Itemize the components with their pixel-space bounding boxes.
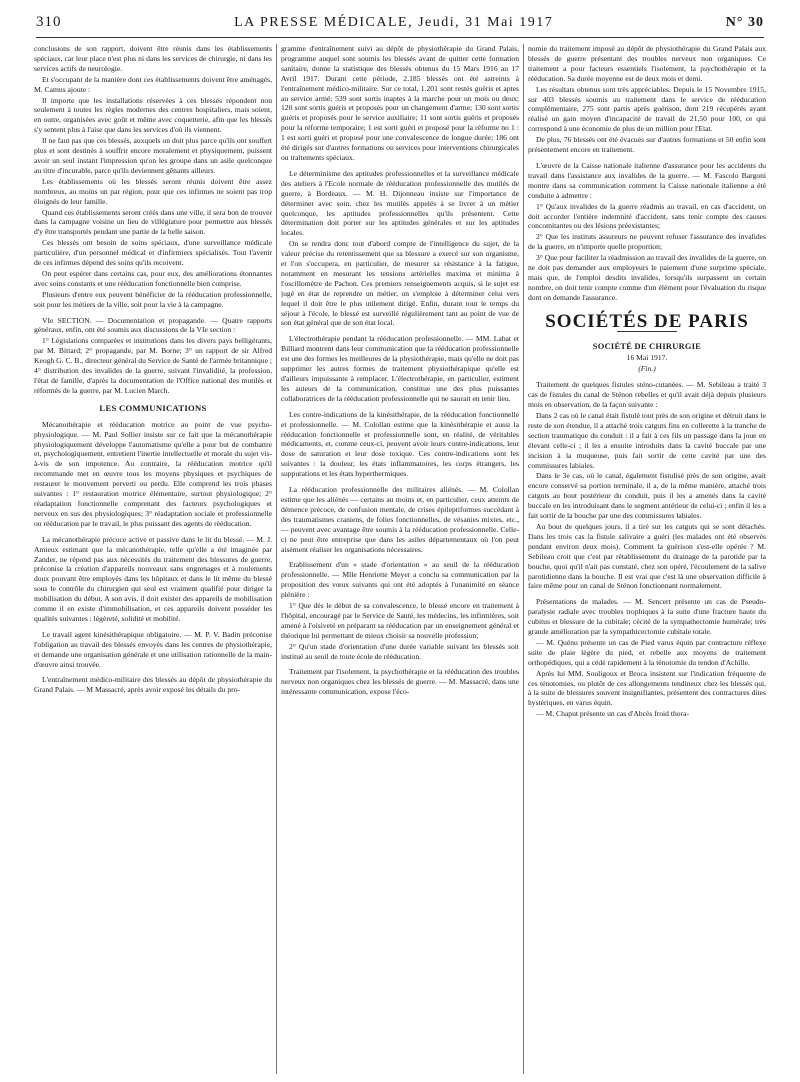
fin-label: (Fin.): [638, 364, 656, 374]
communication-meyer: Etablissement d'un « stade d'orientation » au seuil de la rééducation professionnelle. — Mlle Henriette Meyer a conclu sa communication par la proposition des vœux suivants qui ont été adoptés à l'unanimité en séance plénière :: [281, 560, 519, 600]
paragraph: Dans 2 cas où le canal était fistulé tout près de son origine et détruit dans le reste de son étendue, il a attaché trois catguts fins en collerette à la tranche de section traumatique du conduit : il a fait à ces fils un passage dans la joue en élevant celle-ci ; il les a ensuite introduits dans la cavité buccale par une incision à la muqueuse, puis fait sortir de cette cavité par une des commissures labiales.: [528, 411, 766, 470]
paragraph: Quand ces établissements seront créés dans une ville, il sera bon de trouver dans la campagne voisine un lieu de villégiature pour permettre aux blessés d'y être transportés pendant une partie de la belle saison.: [34, 207, 272, 237]
issue-number: N° 30: [725, 15, 764, 30]
communication-bargoni: L'œuvre de la Caisse nationale italienne d'assurance pour les accidents du travail dans l'assistance aux invalides de la guerre. — M. Fascolo Bargoni montre dans sa communication comment la Caisse nationale italienne a été conduite à admettre :: [528, 160, 766, 200]
paragraph: 2° Qu'un stade d'orientation d'une durée variable suivant les blessés soit institué au seuil de toute école de rééducation.: [281, 641, 519, 661]
paragraph: Il importe que les installations réservées à ces blessés répondent non seulement à toutes les règles modernes des centres hospitaliers, mais soient, en outre, organisées avec goût et même avec coquetterie, afin que les blessés s'y sentent plus à l'aise que dans les services d'où ils viennent.: [34, 95, 272, 135]
chirurgie-heading: SOCIÉTÉ DE CHIRURGIE: [592, 341, 702, 351]
paragraph: Ces blessés ont besoin de soins spéciaux, d'une surveillance médicale particulière, d'un personnel médical et d'infirmiers spécialisés. Tout l'avenir de ces infirmes dépend des soins qu'ils recoivent.: [34, 238, 272, 268]
session-date: 16 Mai 1917.: [626, 353, 668, 363]
communication-massacre: L'entraînement médico-militaire des blessés au dépôt de physiothérapie du Grand Palais. — M Massacré, après avoir exposé les détails du pro-: [34, 675, 272, 695]
header-rule: [36, 37, 764, 38]
paragraph: gramme d'entraînement suivi au dépôt de physiothérapie du Grand Palais, programme auquel sont soumis les blessés avant de quitter cette formation sanitaire, donne la statistique des blessés obtenus du 15 Mars 1916 au 17 Avril 1917. Durant cette période, 2.185 blessés ont été astreints à l'entraînement médico-militaire. Sur ce total, 1.201 sont restés guéris et aptes au service armé; 539 sont sortis inaptes à la marche pour un mois ou deux; 120 sont sortis guéris et proposés pour un changement d'arme; 130 sont sortis guéris et proposés pour le service auxiliaire; 11 sont sortis guéris et proposés pour la réforme temporaire; 1 est sorti guéri et proposé pour la réforme no 1 : 1 est sorti guéri et proposé pour une convalescence de longue durée; 186 ont été dirigés sur d'autres formations ou services pour interventions chirurgicales ou traitements spéciaux.: [281, 44, 519, 162]
paragraph: Les résultats obtenus sont très appréciables. Depuis le 15 Novembre 1915, sur 403 blessés soumis au traitement dans le service de rééducation complémentaire, 275 sont partis après guérison, dont 219 récupérés ayant réalisé un gain moyen d'incapacité de travail de 21,50 pour 100, ce qui correspond à une économie de plus de un million pour l'Etat.: [528, 84, 766, 134]
communication-badin: Le travail agent kinésithérapique obligatoire. — M. P. V. Badin préconise l'obligation au travail des blessés envoyés dans les centres de physiothérapie, et demande une organisation générale et une utilisation rationnelle de la main-d'œuvre ainsi trouvée.: [34, 629, 272, 669]
paragraph: Plusieurs d'entre eux peuvent bénéficier de la rééducation professionnelle, soit pour les métiers de la ville, soit pour la vie à la campagne.: [34, 289, 272, 309]
communication-colollan-2: La rééducation professionnelle des militaires aliénés. — M. Colollan estime que les aliénés — certains au moins et, en particulier, ceux atteints de démence précoce, de confusion mentale, de crises épileptiformes succédant à des traumatismes craniens, de folies fonctionnelles, de vésanies mixtes, etc., — peuvent avec avantage être soumis à la rééducation professionnelle. Celle-ci ne peut être entreprise que dans les asiles départementaux où l'on peut aisément réaliser les organisations nécessaires.: [281, 485, 519, 554]
paragraph: — M. Chaput présente un cas d'Abcès froid thora-: [536, 709, 689, 719]
communication-massacre-2: Traitement par l'isolement, la psychothérapie et la rééducation des troubles nerveux non organiques chez les blessés de guerre. — M. Massacré, dans une intéressante communication, expose l'éco-: [281, 667, 519, 697]
paragraph: nomie du traitement imposé au dépôt de physiothérapie du Grand Palais aux blessés de guerre présentant des troubles nerveux non organiques. Ce traitement a pour facteurs essentiels l'isolement, la psychothérapie et la rééducation. Sa durée moyenne est de deux mois et demi.: [528, 44, 766, 83]
communication-sebileau: Traitement de quelques fistules sténo-cutanées. — M. Sebileau a traité 3 cas de fistules du canal de Sténon rebelles et qu'il avait déjà depuis plusieurs mois en observation, de la façon suivante :: [528, 380, 766, 410]
paragraph: Les établissements où les blessés seront réunis doivent être assez nombreux, au moins un par région, pour que ces infirmes ne soient pas trop éloignés de leur famille.: [34, 176, 272, 206]
column-divider-1: [276, 44, 277, 1074]
paragraph: On peut espérer dans certains cas, pour eux, des améliorations étonnantes avec soins constants et une rééducation fonctionnelle bien comprise.: [34, 268, 272, 288]
paragraph: — M. Quénu présente un cas de Pied varus équin par contracture réflexe suite de plaie légère du pied, et rebelle aux moyens de traitement orthopédiques, qui a cédé rapidement à la ténotomie du tendon d'Achille.: [528, 637, 766, 667]
column-3: [528, 44, 766, 1076]
paragraph: 1° Qu'aux invalides de la guerre réadmis au travail, en cas d'accident, on doit accorder l'entière indemnité d'accident, sans tenir compte des causes concomitantes ou des lésions préexistantes;: [528, 201, 766, 231]
societes-heading: SOCIÉTÉS DE PARIS: [545, 310, 749, 332]
communications-heading: LES COMMUNICATIONS: [99, 402, 207, 413]
paragraph: Dans le 3e cas, où le canal, également fistulisé près de son origine, avait encore conservé sa portion terminale, il a, de la même manière, attaché trois catguts au bout postérieur du conduit, puis il les a amenés dans la cavité buccale en les introduisant dans le segment antérieur de celui-ci ; enfin il les a fait sortir de la bouche par une des commissures labiales.: [528, 471, 766, 521]
paragraph: De plus, 76 blessés ont été évacués sur d'autres formations et 50 enfin sont présentement encore en traitement.: [528, 135, 766, 155]
communication-amieux: La mécanothérapie précoce active et passive dans le lit du blessé. — M. J. Amieux estimant que la mécanothérapie, telle qu'elle a été imaginée par Zander, ne répond pas aux nécessités du traitement des blessures de guerre, préconise la création d'appareils nouveaux sans engrenages et à roulements doux pouvant être employés dans les hôpitaux et dans le lit même du blessé sous le contrôle du chirurgien qui seul est vraiment qualifié pour diriger la mobilisation du début. A son avis, il doit exister des appareils de mobilisation comme il en existe d'immobilisation, et ces appareils doivent posséder les qualités suivantes : légèreté, solidité et mobilité.: [34, 534, 272, 623]
paragraph: Il ne faut pas que ces blessés, auxquels on doit plus parce qu'ils ont souffert plus et sont destinés à souffrir encore moralement et physiquement, puissent avoir un seul instant l'impression qu'on les groupe dans un asile quelconque au titre d'incurable, parce qu'ils deviennent gênants ailleurs.: [34, 136, 272, 175]
column-2: [281, 44, 519, 1076]
page-header: [36, 14, 764, 34]
paragraph: conclusions de son rapport, doivent être réunis dans les établissements spéciaux, car leur place n'est plus ni dans les services de chirurgie, ni dans les services actifs de neurologie.: [34, 44, 272, 73]
paragraph: Au bout de quelques jours, il a tiré sur les catguts qui se sont détachés. Dans les trois cas la fistule salivaire a guéri (les malades ont été observés pendant environ deux mois). Comment la guérison s'est-elle opérée ? M. Sebileau croit que c'est par rétablissement du drainage de la parotide par la bouche, quoi qu'il n'ait pas constaté, chez son opéré, l'écoulement de la salive parotidienne dans la bouche. Il est vrai que c'est là une observation difficile à faire même pour un canal de Sténon fonctionnant normalement.: [528, 521, 766, 591]
presentations-malades: Présentations de malades. — M. Sencert présente un cas de Pseudo-paralysie radiale avec troubles trophiques à la suite d'une fracture haute du cubitus et blessure de la cubitale; cécité de la sympathectomie humérale; très grande amélioration par la sympathicectomie cubitale totale.: [528, 597, 766, 637]
communication-dijonneau: Le déterminisme des aptitudes professionnelles et la surveillance médicale des ateliers à l'Ecole normale de rééducation professionnelle des mutilés de guerre, à Bordeaux. — M. H. Dijonneau insiste sur l'importance de déterminer avec soin, chez les mutilés appelés à se livrer à un métier quelconque, les aptitudes professionnelles qu'ils présentent. Cette détermination doit porter sur les aptitudes générales et sur les aptitudes locales.: [281, 168, 519, 238]
paragraph: Après lui MM. Souligoux et Broca insistent sur l'indication fréquente de ces ténotomies, ou plutôt de ces allongements tendineux chez les blessés qui, à la suite de blessures souvent insignifiantes, présentent des contractures dites hystériques, en varus équin.: [528, 668, 766, 708]
communication-sollier: Mécanothérapie et rééducation motrice au point de vue psycho-physiologique. — M. Paul Sollier insiste sur ce fait que la mécanothérapie physiologiquement développe l'automatisme qu'elle a pour but de combattre et, psychologiquement, entretient l'inertie intellectuelle et morale du sujet vis-à-vis de son impotence. Au contraire, la rééducation motrice qu'il recommande met en œuvre tous les moyens physiques et psychiques de restaurer le mouvement perverti ou perdu. Elle comprend les trois phases suivantes : 1° restauration motrice élémentaire, surtout physiologique; 2° réadaptation fonctionnelle comprenant des facteurs psychologiques et nerveux en sus des physiologiques; 3° réadaptation sociale et professionnelle ou rééducation par le travail, le plus puissant des agents de rééducation.: [34, 419, 272, 528]
paragraph: 1° Législations comparées et institutions dans les divers pays belligérants, par M. Bittard; 2° propagande, par M. Borne; 3° un rapport de sir Alfred Keogh G. C. B., directeur général du Service de Santé de l'armée britannique ; 4° distribution des invalides de la guerre, suivant l'invalidité, la profession, l'état de famille, d'après la documentation de l'Office national des mutilés et réformés de la guerre, par M. Lucien March.: [34, 336, 272, 395]
section-vi-intro: VIe SECTION. — Documentation et propagande. — Quatre rapports généraux, enfin, ont été soumis aux discussions de la VIe section :: [34, 315, 272, 335]
column-1: [34, 44, 272, 1076]
paragraph: On se rendra donc tout d'abord compte de l'intelligence du sujet, de la valeur précise du retentissement que sa blessure a exercé sur son organisme, et l'on s'occupera, en particulier, de mesurer sa résistance à la fatigue, notamment en mesurant les tensions artérielles maxima et minima à l'oscillomètre de Pachon. Ces premiers renseignements acquis, si le sujet est jugé en état de reprendre un métier, on s'emploie à déterminer celui vers lequel il doit être le plus utilement dirigé. Enfin, durant tout le temps du séjour à l'école, le blessé est surveillé régulièrement tant au point de vue de son état général que de son état local.: [281, 239, 519, 328]
paragraph: 3° Que pour faciliter la réadmission au travail des invalides de la guerre, on ne doit pas demander aux employeurs le paiement d'une surprime spéciale, mais que, de l'emploi desdits invalides, lorsqu'ils surpassent un certain nombre, on doit tenir compte comme d'un élément pour l'évaluation du risque dont on demande l'assurance.: [528, 253, 766, 302]
journal-title: LA PRESSE MÉDICALE, Jeudi, 31 Mai 1917: [234, 15, 554, 30]
page-number: 310: [36, 14, 62, 30]
paragraph: 1° Que dès le début de sa convalescence, le blessé encore en traitement à l'hôpital, encouragé par le Service de Santé, les médecins, les infirmières, soit amené à l'oisiveté en préparant sa rééducation par un enseignement général et théorique lui permettant de mieux choisir sa nouvelle profession;: [281, 601, 519, 640]
paragraph: 2° Que les instituts assureurs ne peuvent refuser l'assurance des invalides de la guerre, en n'importe quelle proportion;: [528, 232, 766, 252]
paragraph: Et s'occupant de la manière dont ces établissements doivent être aménagés, M. Camus ajoute :: [34, 74, 272, 94]
column-divider-2: [523, 44, 524, 1074]
communication-labat-billiard: L'électrothérapie pendant la rééducation professionnelle. — MM. Labat et Billiard montrent dans leur communication que la rééducation professionnelle est une des formes les meilleures de la physiothérapie, mais qu'elle ne doit pas supprimer les autres formes de traitement physiothérapique qu'elle est d'ailleurs impuissante à remplacer. L'électrothérapie, en particulier, estiment les auteurs de la communication, constitue une des plus puissantes collaboratrices de la rééducation professionnelle qui ne saurait en tenir lieu.: [281, 334, 519, 403]
communication-colollan-1: Les contre-indications de la kinésithérapie, de la rééducation fonctionnelle et professionnelle. — M. Colollan estime que la kinésithérapie et aussi la rééducation fonctionnelle et professionnelle sont, en réalité, de véritables médicaments, et, comme ceux-ci, peuvent avoir leurs contre-indications, leur dose de saturation et leur dose toxique. Ces contre-indications sont les suivantes : la douleur, les états inflammatoires, les corps étrangers, les suppurations et les états hyperthermiques.: [281, 409, 519, 479]
